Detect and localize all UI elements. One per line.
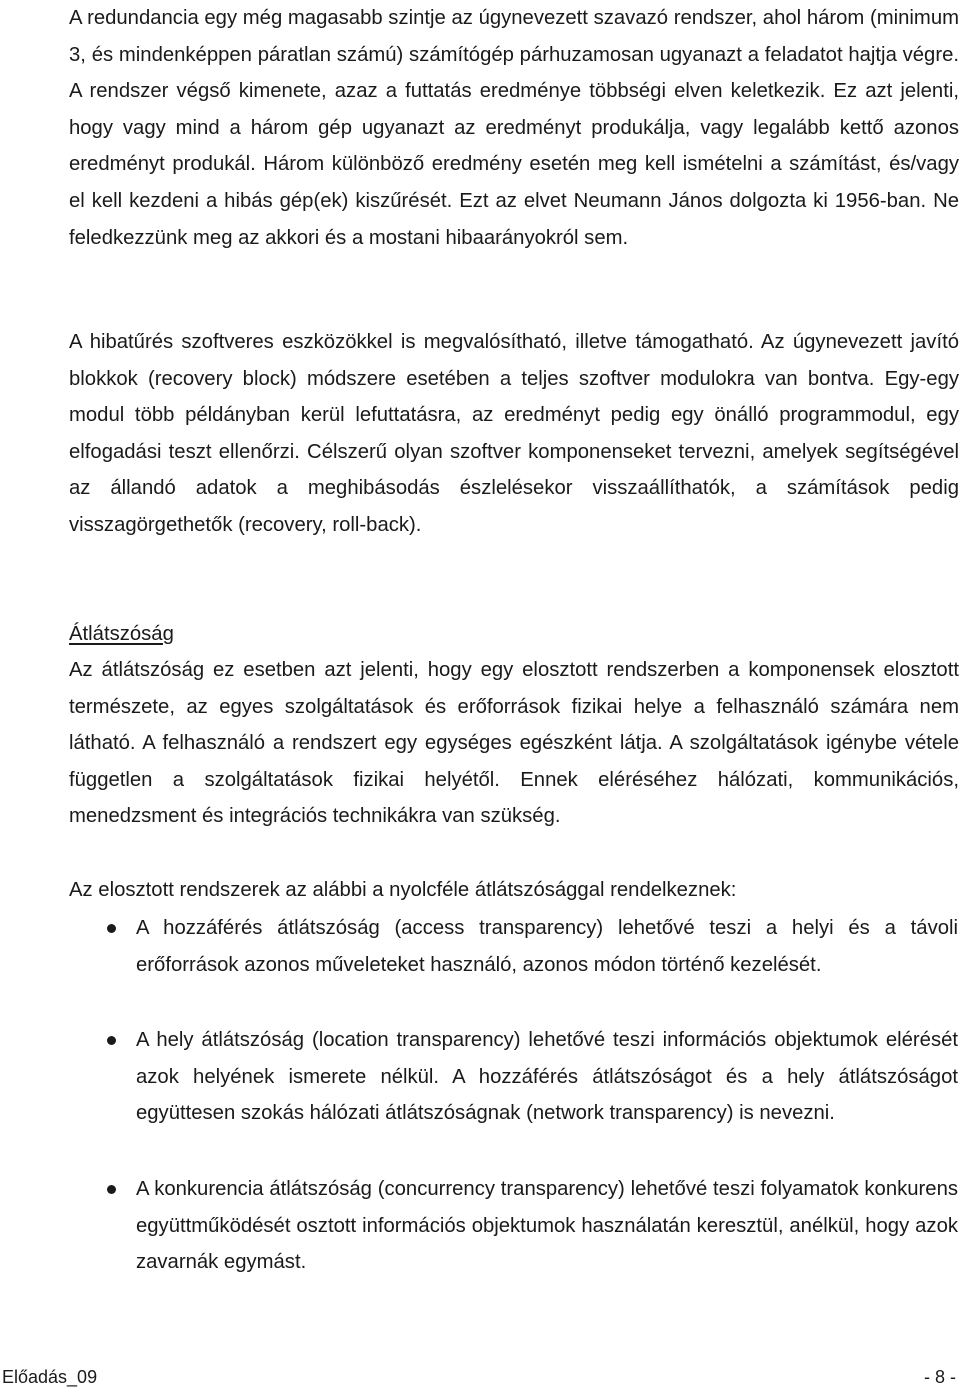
list-item-text: A hely átlátszóság (location transparency) lehetővé teszi információs objektumok elérését azok helyének ismerete nélkül. A hozzáférés átlátszóságot és a hely átlátszóságot együttesen szokás hálózati átlátszóságnak (network transparency) is nevezni.: [136, 1029, 958, 1125]
footer-lecture-label: Előadás_09: [2, 1367, 98, 1387]
list-item-text: A konkurencia átlátszóság (concurrency transparency) lehetővé teszi folyamatok konkurens együttműködését osztott információs objektumok használatán keresztül, anélkül, hogy azok zavarnák egymást.: [136, 1178, 958, 1274]
footer-page-number: - 8 -: [923, 1367, 956, 1387]
bullet-icon: [107, 924, 116, 933]
list-item-text: A hozzáférés átlátszóság (access transparency) lehetővé teszi a helyi és a távoli erőforrások azonos műveleteket használó, azonos módon történő kezelését.: [136, 917, 958, 976]
paragraph-list-intro: Az elosztott rendszerek az alábbi a nyolcféle átlátszósággal rendelkeznek:: [69, 879, 737, 901]
paragraph-software-fault-tolerance: A hibatűrés szoftveres eszközökkel is megvalósítható, illetve támogatható. Az úgynevezett javító blokkok (recovery block) módszere esetében a teljes szoftver modulokra van bontva. Egy-egy modul több példányban kerül lefuttatásra, az eredményt pedig egy önálló programmodul, egy elfogadási teszt ellenőrzi. Célszerű olyan szoftver komponenseket tervezni, amelyek segítségével az állandó adatok a meghibásodás észlelésekor visszaállíthatók, a számítások pedig visszagörgethetők (recovery, roll-back).: [69, 331, 959, 536]
section-heading-transparency: Átlátszóság: [69, 623, 174, 645]
paragraph-transparency-definition: Az átlátszóság ez esetben azt jelenti, hogy egy elosztott rendszerben a komponensek elosztott természete, az egyes szolgáltatások és erőforrások fizikai helye a felhasználó számára nem látható. A felhasználó a rendszert egy egységes egészként látja. A szolgáltatások igénybe vétele független a szolgáltatások fizikai helyétől. Ennek eléréséhez hálózati, kommunikációs, menedzsment és integrációs technikákra van szükség.: [69, 659, 959, 828]
bullet-icon: [107, 1185, 116, 1194]
bullet-icon: [107, 1036, 116, 1045]
paragraph-voting-system: A redundancia egy még magasabb szintje az úgynevezett szavazó rendszer, ahol három (minimum 3, és mindenképpen páratlan számú) számítógép párhuzamosan ugyanazt a feladatot hajtja végre. A rendszer végső kimenete, azaz a futtatás eredménye többségi elven keletkezik. Ez azt jelenti, hogy vagy mind a három gép ugyanazt az eredményt produkálja, vagy legalább kettő azonos eredményt produkál. Három különböző eredmény esetén meg kell ismételni a számítást, és/vagy el kell kezdeni a hibás gép(ek) kiszűrését. Ezt az elvet Neumann János dolgozta ki 1956-ban. Ne feledkezzünk meg az akkori és a mostani hibaarányokról sem.: [69, 7, 959, 249]
